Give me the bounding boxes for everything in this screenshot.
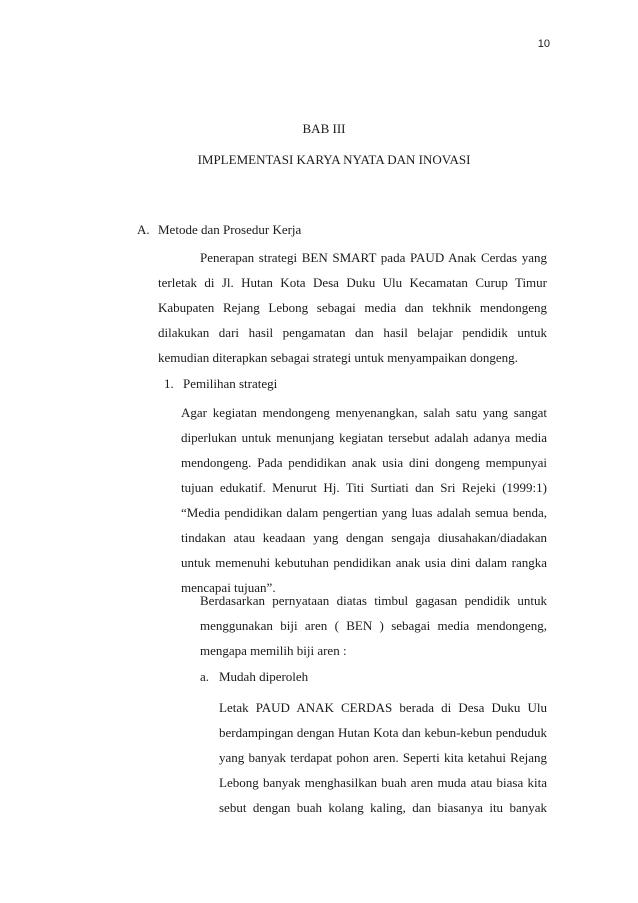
subheading-a	[200, 669, 308, 685]
paragraph-line: Letak PAUD ANAK CERDAS berada di Desa Duku Ulu	[219, 700, 547, 715]
paragraph-location	[219, 695, 547, 820]
paragraph-line: mendongeng. Pada pendidikan anak usia dini dongeng mempunyai	[181, 455, 547, 470]
subheading-title: Mudah diperoleh	[219, 669, 309, 684]
section-heading-a	[137, 222, 301, 238]
paragraph-reasoning	[200, 588, 547, 663]
subheading-1	[164, 376, 277, 392]
paragraph-line: Agar kegiatan mendongeng menyenangkan, salah satu yang sangat	[181, 405, 547, 420]
paragraph-line: Lebong banyak menghasilkan buah aren muda atau biasa kita	[219, 775, 547, 790]
paragraph-line: untuk memenuhi kebutuhan pendidikan anak usia dini dalam rangka	[181, 555, 547, 570]
subheading-marker: 1.	[164, 376, 174, 391]
paragraph-line: kemudian diterapkan sebagai strategi untuk menyampaikan dongeng.	[158, 350, 518, 365]
section-marker: A.	[137, 222, 150, 237]
subheading-title: Pemilihan strategi	[183, 376, 278, 391]
paragraph-line: tindakan atau keadaan yang dengan sengaja diusahakan/diadakan	[181, 530, 547, 545]
paragraph-line: berdampingan dengan Hutan Kota dan kebun-kebun penduduk	[219, 725, 547, 740]
paragraph-line: sebut dengan buah kolang kaling, dan biasanya itu banyak	[219, 800, 547, 815]
section-title: Metode dan Prosedur Kerja	[158, 222, 302, 237]
paragraph-intro	[158, 245, 547, 370]
paragraph-line: menggunakan biji aren ( BEN ) sebagai media mendongeng,	[200, 618, 547, 633]
paragraph-line: mencapai tujuan”.	[181, 580, 276, 595]
paragraph-strategy	[181, 400, 547, 600]
paragraph-line: dilakukan dari hasil pengamatan dan hasil belajar pendidik untuk	[158, 325, 547, 340]
paragraph-line: tujuan edukatif. Menurut Hj. Titi Surtiati dan Sri Rejeki (1999:1)	[181, 480, 547, 495]
chapter-label: BAB III	[302, 121, 346, 136]
chapter-title: IMPLEMENTASI KARYA NYATA DAN INOVASI	[197, 152, 471, 167]
subheading-marker: a.	[200, 669, 210, 684]
paragraph-line: yang banyak terdapat pohon aren. Seperti kita ketahui Rejang	[219, 750, 547, 765]
paragraph-line: Berdasarkan pernyataan diatas timbul gagasan pendidik untuk	[200, 593, 547, 608]
paragraph-line: terletak di Jl. Hutan Kota Desa Duku Ulu Kecamatan Curup Timur	[158, 275, 547, 290]
paragraph-line: diperlukan untuk menunjang kegiatan tersebut adalah adanya media	[181, 430, 547, 445]
paragraph-line: “Media pendidikan dalam pengertian yang luas adalah semua benda,	[181, 505, 547, 520]
paragraph-line: mengapa memilih biji aren :	[200, 643, 347, 658]
paragraph-line: Penerapan strategi BEN SMART pada PAUD Anak Cerdas yang	[200, 250, 547, 265]
paragraph-line: Kabupaten Rejang Lebong sebagai media dan tekhnik mendongeng	[158, 300, 547, 315]
page-number: 10	[537, 38, 550, 50]
